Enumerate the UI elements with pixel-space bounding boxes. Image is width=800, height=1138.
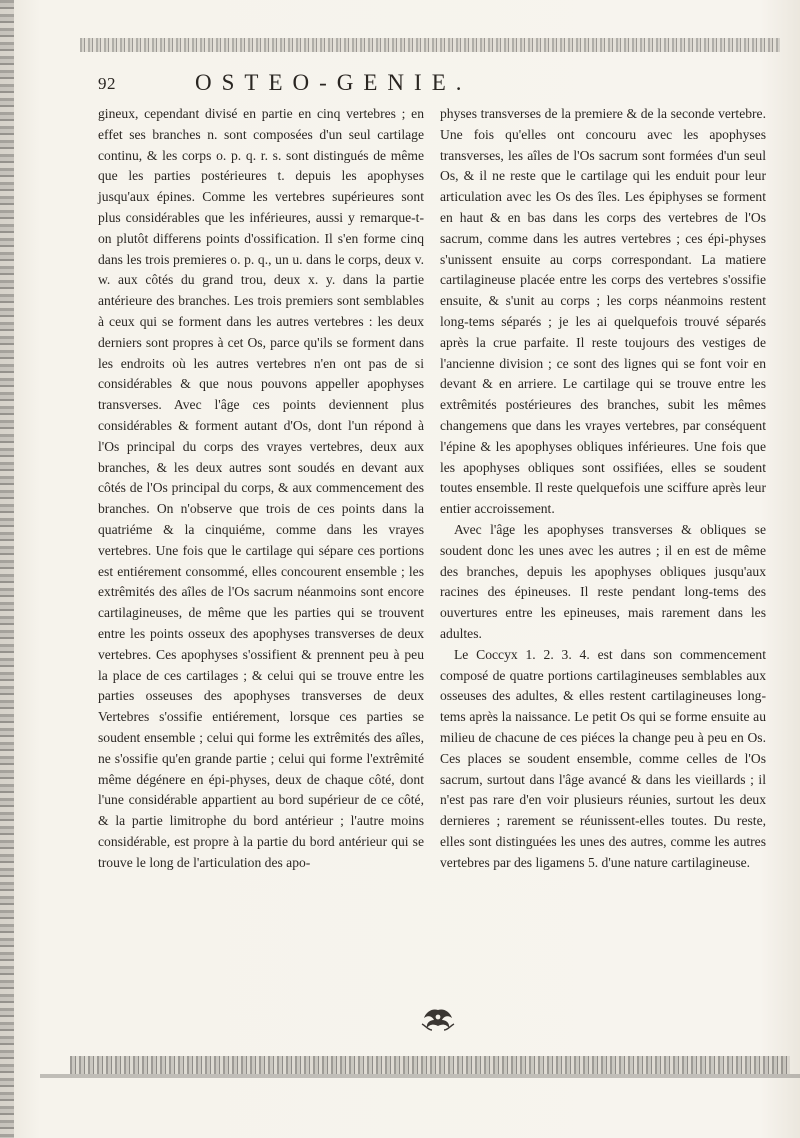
running-head: OSTEO-GENIE.: [195, 70, 472, 95]
fleuron-ornament-icon: [418, 1006, 458, 1032]
right-paragraph: physes transverses de la premiere & de la seconde vertebre. Une fois qu'elles ont concouru avec les apophyses transverses, les aîles de l'Os sacrum sont formées d'un seul Os, & il ne reste que le cartilage qui les enduit pour leur articulation avec les Os des îles. Les épiphyses se forment en haut & en bas dans les corps des vertebres de l'Os sacrum, comme dans les autres vertebres ; ces épi-physes s'unissent ensuite au corps correspondant. La matiere cartilagineuse placée entre les corps des vertebres s'ossifie ensuite, & s'unit au corps ; les corps néanmoins restent long-tems séparés ; je les ai quelquefois trouvé séparés après la crue parfaite. Il reste toujours des vestiges de l'ancienne division ; ce sont des lignes qui se font voir en devant & en arriere. Le cartilage qui se trouve entre les extrêmités postérieures des branches, subit les mêmes changemens que dans les vrayes vertebres, par conséquent l'épine & les apophyses obliques inférieures. Une fois que les apophyses obliques sont ossifiées, elles se soudent toutes ensemble. Il reste quelquefois une sciffure après leur entier accroissement.: [440, 106, 766, 517]
right-paragraph: Le Coccyx 1. 2. 3. 4. est dans son commencement composé de quatre portions cartilagineuses semblables aux osseuses des adultes, & elles restent cartilagineuses long-tems après la naissance. Le petit Os qui se forme ensuite au milieu de chacune de ces piéces la change peu à peu en Os. Ces places se soudent ensemble, comme celles de l'Os sacrum, surtout dans l'âge avancé & dans les vieillards ; il n'est pas rare d'en voir plusieurs réunies, surtout les deux dernieres ; rarement se réunissent-elles toutes. Du reste, elles sont distinguées les unes des autres, comme les autres vertebres par des ligamens 5. d'une nature cartilagineuse.: [440, 646, 766, 870]
left-text-column: [98, 104, 424, 873]
bottom-page-edge: [40, 1074, 800, 1078]
top-scan-rule: [80, 38, 780, 52]
page-number: 92: [98, 74, 116, 93]
bottom-scan-rule: [70, 1056, 790, 1074]
right-paragraph: Avec l'âge les apophyses transverses & obliques se soudent donc les unes avec les autres ; il en est de même des branches, depuis les apophyses obliques jusqu'aux racines des épineuses. Il reste pendant long-tems des ouvertures entre les epineuses, mais rarement dans les adultes.: [440, 521, 766, 641]
left-paragraph: gineux, cependant divisé en partie en cinq vertebres ; en effet ses branches n. sont composées d'un seul cartilage continu, & les corps o. p. q. r. s. sont distingués de même que les parties postérieures t. depuis les apophyses jusqu'aux épines. Comme les vertebres supérieures sont plus considérables que les inférieures, aussi y remarque-t-on plutôt differens points d'ossification. Il s'en forme cinq dans les trois premieres o. p. q., un u. dans le corps, deux v. w. aux côtés du grand trou, deux x. y. dans la partie antérieure des branches. Les trois premiers sont semblables à ceux qui se forment dans les autres vertebres : les deux derniers sont propres à cet Os, parce qu'ils se forment dans les endroits où les autres vertebres n'en ont pas de si considérables & que nous pouvons appeller apophyses transverses. Avec l'âge ces points deviennent plus considérables & forment autant d'Os, dont l'un répond à l'Os principal du corps des vrayes vertebres, deux aux branches, & les deux autres sont soudés en devant aux côtés de l'Os principal du corps, & aux commencement des branches. On n'observe que trois de ces points dans la quatriéme & la cinquiéme, comme dans les vrayes vertebres. Une fois que le cartilage qui sépare ces portions est entiérement consommé, elles concourent ensemble ; les extrêmités des aîles de l'Os sacrum néanmoins sont encore cartilagineuses, de même que les parties qui se trouvent entre les points osseux des apophyses transverses de deux vertebres. Ces apophyses s'ossifient & prennent peu à peu la place de ces cartilages ; & celui qui se trouve entre les parties osseuses des apophyses transverses de deux Vertebres s'ossifie entiérement, lorsque ces parties se soudent ensemble ; celui qui forme les extrêmités des aîles, ne s'ossifie qu'en grande partie ; celui qui forme l'extrêmité même dégénere en épi-physes, deux de chaque côté, dont l'une considérable appartient au bord supérieur de ce côté, & la partie limitrophe du bord antérieur ; l'autre moins considérable, est propre à la partie du bord antérieur qui se trouve le long de l'articulation des apo-: [98, 106, 424, 870]
page-binding-edge: [0, 0, 14, 1138]
right-text-column: [440, 104, 766, 873]
